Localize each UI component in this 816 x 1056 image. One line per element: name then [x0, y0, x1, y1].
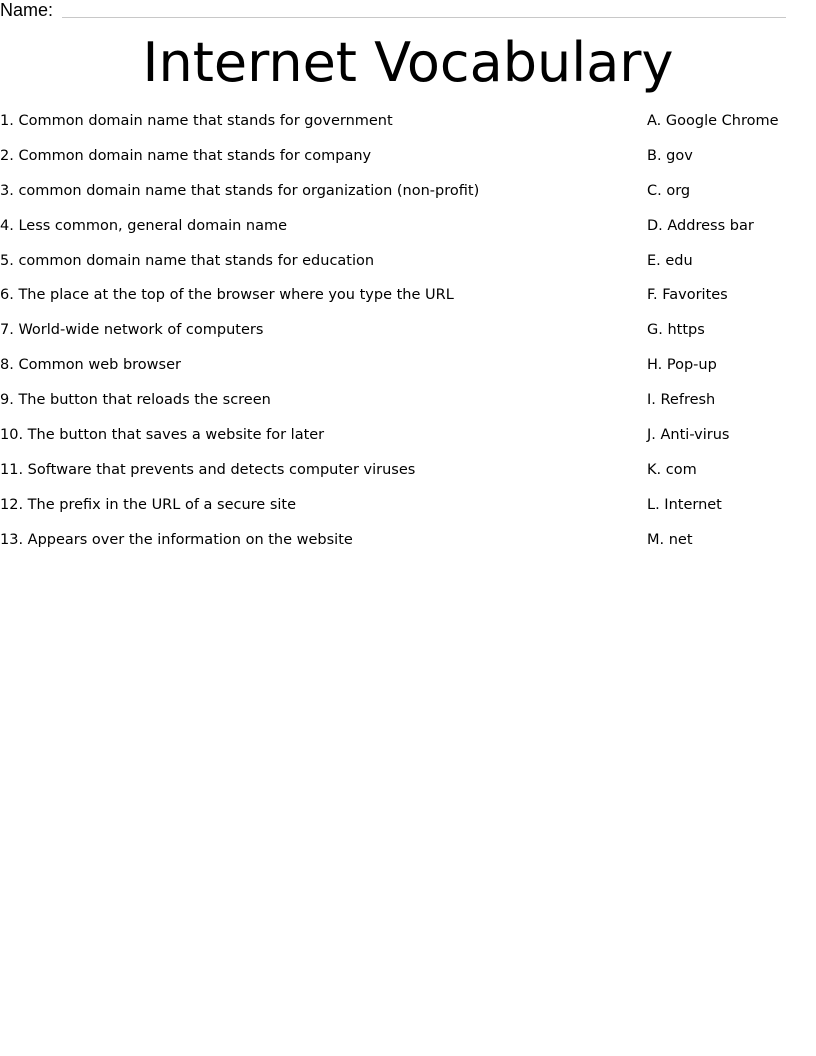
answer-item: F. Favorites	[647, 287, 728, 304]
answer-item: E. edu	[647, 252, 693, 269]
answer-item: H. Pop-up	[647, 357, 717, 374]
name-field[interactable]	[0, 0, 790, 20]
answer-item: B. gov	[647, 147, 693, 164]
answer-list	[647, 112, 812, 566]
answer-item: M. net	[647, 531, 693, 548]
answer-item: A. Google Chrome	[647, 113, 779, 129]
clue-item: 12. The prefix in the URL of a secure site	[0, 496, 297, 513]
name-label: Name:	[0, 0, 54, 20]
name-line[interactable]	[62, 17, 786, 18]
answer-item: I. Refresh	[647, 392, 716, 409]
clue-item: 10. The button that saves a website for later	[0, 427, 325, 444]
clue-item: 6. The place at the top of the browser where you type the URL	[0, 287, 454, 304]
answer-item: K. com	[647, 461, 697, 478]
clue-item: 11. Software that prevents and detects computer viruses	[0, 461, 416, 478]
clue-item: 13. Appears over the information on the website	[0, 531, 353, 548]
answer-item: J. Anti-virus	[647, 427, 730, 444]
clue-item: 1. Common domain name that stands for government	[0, 113, 393, 129]
clue-item: 4. Less common, general domain name	[0, 217, 288, 234]
clue-item: 8. Common web browser	[0, 357, 181, 374]
clue-item: 5. common domain name that stands for education	[0, 252, 375, 269]
clue-item: 9. The button that reloads the screen	[0, 392, 271, 409]
clue-item: 2. Common domain name that stands for company	[0, 147, 372, 164]
answer-item: C. org	[647, 182, 691, 199]
clue-item: 3. common domain name that stands for organization (non-profit)	[0, 182, 480, 199]
answer-item: D. Address bar	[647, 217, 754, 234]
answer-item: G. https	[647, 322, 705, 339]
worksheet-title: Internet Vocabulary	[142, 31, 674, 94]
clue-item: 7. World-wide network of computers	[0, 322, 264, 339]
answer-item: L. Internet	[647, 496, 722, 513]
clue-list	[0, 112, 620, 566]
